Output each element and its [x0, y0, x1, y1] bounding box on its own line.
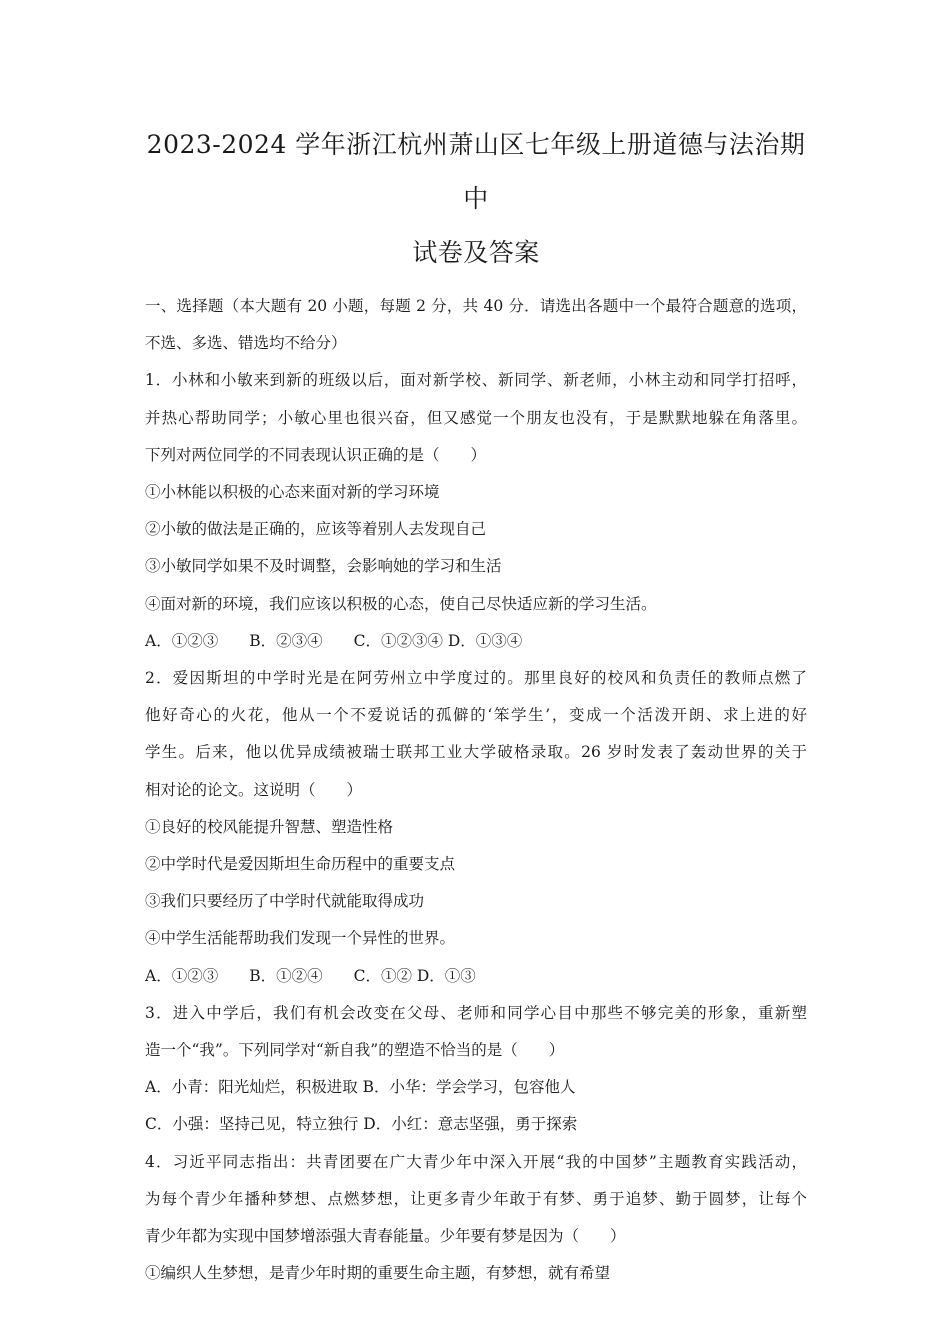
title-line-2: 试卷及答案: [412, 238, 540, 267]
question-stem-line: 相对论的论文。这说明（ ）: [145, 780, 363, 799]
title-line-1: 2023-2024 学年浙江杭州萧山区七年级上册道德与法治期中: [146, 130, 806, 213]
question-stem-line: 并热心帮助同学；小敏心里也很兴奋，但又感觉一个朋友也没有，于是默默地躲在角落里。: [145, 408, 807, 427]
question-stem-line: 青少年都为实现中国梦增添强大青春能量。少年要有梦是因为（ ）: [145, 1227, 626, 1246]
question-statement: ③小敏同学如果不及时调整，会影响她的学习和生活: [145, 557, 502, 576]
question-options: A．小青：阳光灿烂，积极进取 B．小华：学会学习，包容他人: [145, 1078, 576, 1097]
question-options: C．小强：坚持己见，特立独行 D．小红：意志坚强，勇于探索: [145, 1115, 578, 1134]
section-intro-line: 不选、多选、错选均不给分）: [145, 334, 347, 353]
question-stem-line: 1．小林和小敏来到新的班级以后，面对新学校、新同学、新老师，小林主动和同学打招呼，: [145, 371, 807, 390]
question-4: [145, 1144, 807, 1293]
section-intro-line: 一、选择题（本大题有 20 小题，每题 2 分，共 40 分．请选出各题中一个最符合题意的选项，: [145, 297, 807, 315]
question-statement: ④面对新的环境，我们应该以积极的心态，使自己尽快适应新的学习生活。: [145, 594, 657, 613]
question-statement: ④中学生活能帮助我们发现一个异性的世界。: [145, 929, 456, 948]
question-statement: ①良好的校风能提升智慧、塑造性格: [145, 817, 394, 836]
question-3: [145, 995, 807, 1144]
question-statement: ②中学时代是爱因斯坦生命历程中的重要支点: [145, 855, 456, 874]
question-statement: ③我们只要经历了中学时代就能取得成功: [145, 892, 425, 911]
question-statement: ①小林能以积极的心态来面对新的学习环境: [145, 483, 440, 502]
document-title: [145, 118, 807, 280]
question-stem-line: 3．进入中学后，我们有机会改变在父母、老师和同学心目中那些不够完美的形象，重新塑: [145, 1003, 807, 1022]
question-2: [145, 660, 807, 995]
question-stem-line: 他好奇心的火花，他从一个不爱说话的孤僻的‘笨学生’，变成一个活泼开朗、求上进的好: [145, 706, 807, 725]
question-stem-line: 下列对两位同学的不同表现认识正确的是（ ）: [145, 445, 487, 464]
document-content: [145, 288, 807, 1292]
document-page: [145, 118, 807, 1292]
question-stem-line: 4．习近平同志指出：共青团要在广大青少年中深入开展“我的中国梦”主题教育实践活动，: [145, 1152, 807, 1171]
question-stem-line: 为每个青少年播种梦想、点燃梦想，让更多青少年敢于有梦、勇于追梦、勤于圆梦，让每个: [145, 1189, 807, 1208]
question-stem-line: 造一个“我”。下列同学对“新自我”的塑造不恰当的是（ ）: [145, 1041, 565, 1060]
question-stem-line: 学生。后来，他以优异成绩被瑞士联邦工业大学破格录取。26 岁时发表了轰动世界的关于: [145, 743, 807, 762]
question-statement: ②小敏的做法是正确的，应该等着别人去发现自己: [145, 520, 487, 539]
question-statement: ①编织人生梦想，是青少年时期的重要生命主题，有梦想，就有希望: [145, 1264, 611, 1283]
question-1: [145, 362, 807, 660]
question-stem-line: 2．爱因斯坦的中学时光是在阿劳州立中学度过的。那里良好的校风和负责任的教师点燃了: [145, 669, 807, 688]
question-options: A．①②③ B．②③④ C．①②③④ D．①③④: [145, 631, 523, 650]
question-options: A．①②③ B．①②④ C．①② D．①③: [145, 966, 476, 985]
